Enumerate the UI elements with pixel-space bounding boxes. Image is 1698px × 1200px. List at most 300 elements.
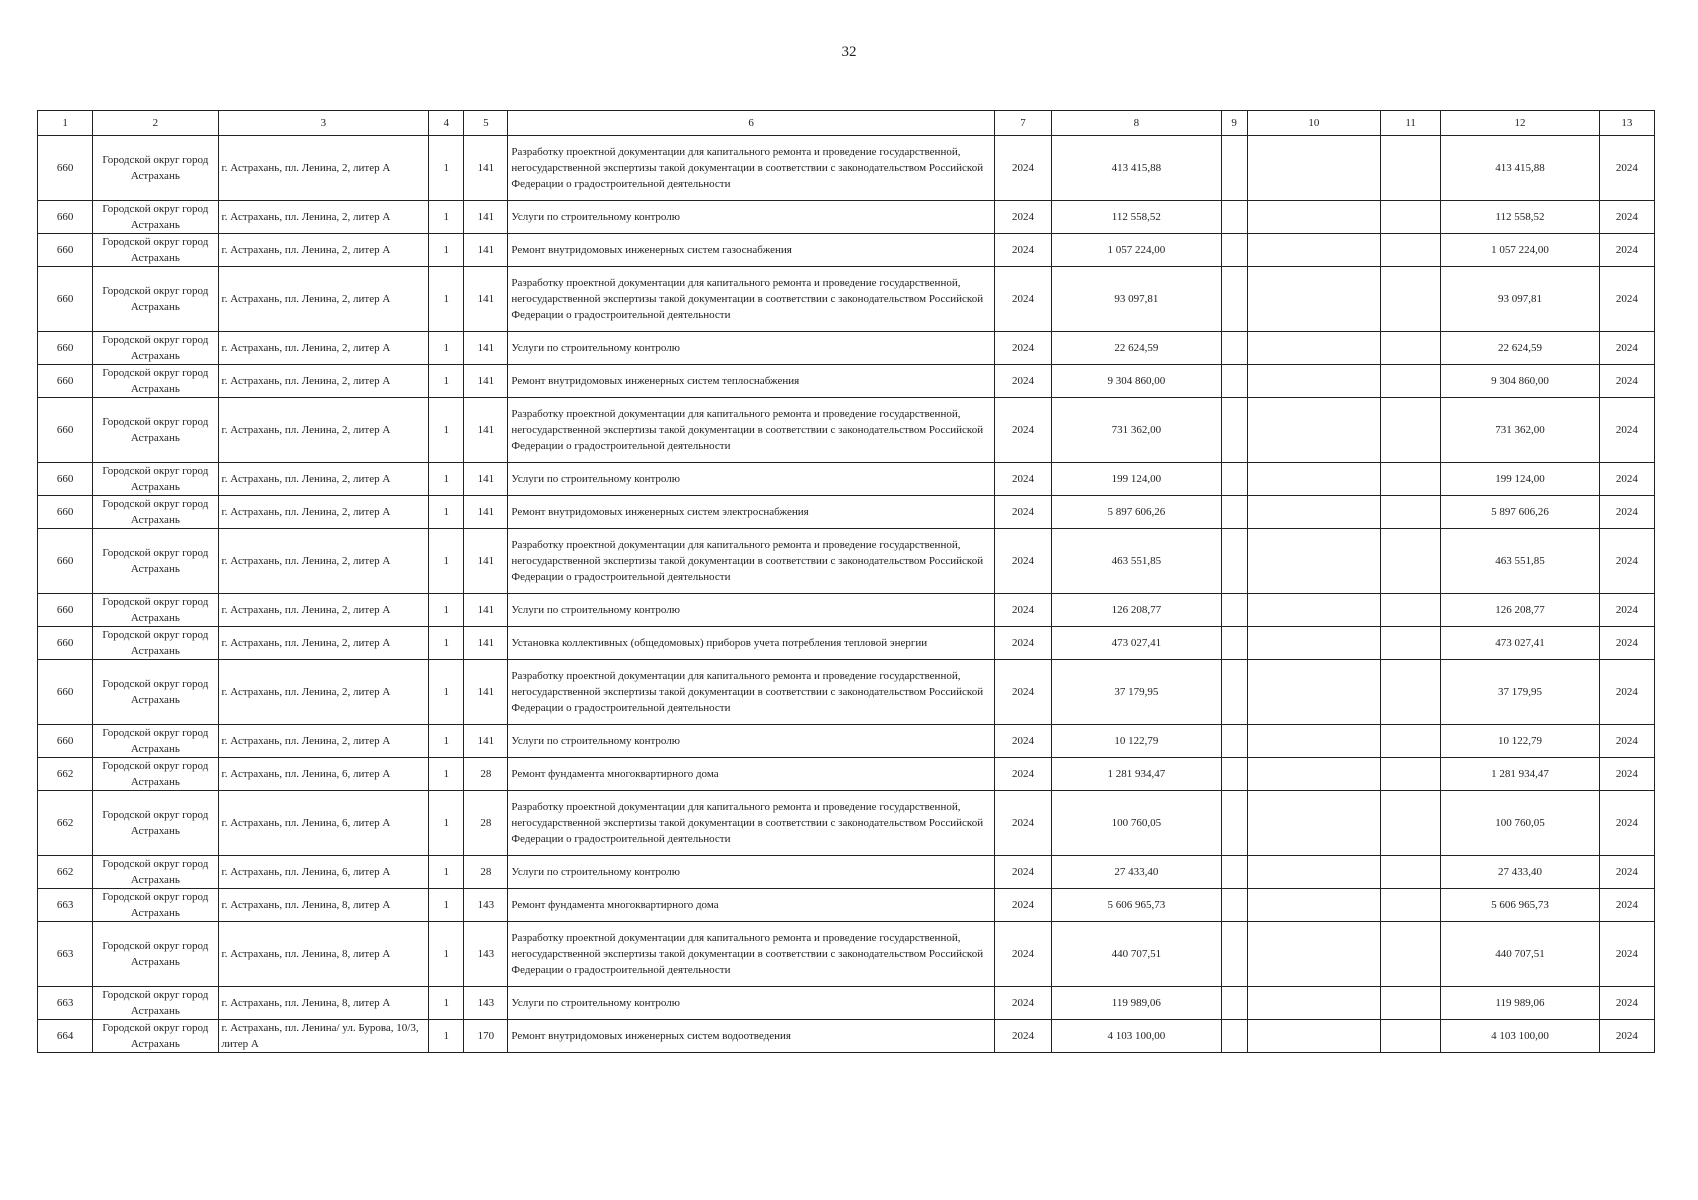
cell-address: г. Астрахань, пл. Ленина, 2, литер А [218, 496, 429, 529]
cell-municipality: Городской округ город Астрахань [93, 856, 218, 889]
table-row [38, 201, 1655, 234]
repair-program-table [37, 110, 1655, 1053]
cell-col5: 143 [464, 889, 508, 922]
table-row [38, 332, 1655, 365]
column-header: 6 [508, 111, 995, 136]
cell-col10 [1247, 529, 1380, 594]
cell-address: г. Астрахань, пл. Ленина, 2, литер А [218, 660, 429, 725]
table-row [38, 627, 1655, 660]
cell-col11 [1381, 136, 1441, 201]
cell-col10 [1247, 332, 1380, 365]
cell-col11 [1381, 987, 1441, 1020]
cell-col5: 141 [464, 725, 508, 758]
cell-col11 [1381, 201, 1441, 234]
cell-year-end: 2024 [1599, 529, 1654, 594]
cell-municipality: Городской округ город Астрахань [93, 922, 218, 987]
cell-col4: 1 [429, 758, 464, 791]
cell-col5: 141 [464, 234, 508, 267]
cell-cost-total: 126 208,77 [1441, 594, 1599, 627]
cell-number: 663 [38, 987, 93, 1020]
cell-address: г. Астрахань, пл. Ленина, 6, литер А [218, 758, 429, 791]
column-header: 7 [994, 111, 1051, 136]
cell-address: г. Астрахань, пл. Ленина, 6, литер А [218, 791, 429, 856]
cell-col5: 141 [464, 496, 508, 529]
cell-cost-total: 5 897 606,26 [1441, 496, 1599, 529]
cell-cost-total: 93 097,81 [1441, 267, 1599, 332]
cell-col4: 1 [429, 660, 464, 725]
cell-municipality: Городской округ город Астрахань [93, 463, 218, 496]
table-row [38, 463, 1655, 496]
cell-address: г. Астрахань, пл. Ленина, 2, литер А [218, 365, 429, 398]
cell-col4: 1 [429, 496, 464, 529]
column-header: 5 [464, 111, 508, 136]
column-header: 11 [1381, 111, 1441, 136]
cell-cost: 440 707,51 [1052, 922, 1222, 987]
cell-col4: 1 [429, 201, 464, 234]
cell-col9 [1221, 267, 1247, 332]
cell-col10 [1247, 267, 1380, 332]
cell-cost: 5 897 606,26 [1052, 496, 1222, 529]
cell-cost: 37 179,95 [1052, 660, 1222, 725]
cell-col10 [1247, 791, 1380, 856]
cell-address: г. Астрахань, пл. Ленина, 6, литер А [218, 856, 429, 889]
cell-col10 [1247, 365, 1380, 398]
cell-year-end: 2024 [1599, 725, 1654, 758]
cell-col5: 141 [464, 627, 508, 660]
cell-address: г. Астрахань, пл. Ленина, 2, литер А [218, 594, 429, 627]
column-header: 12 [1441, 111, 1599, 136]
cell-number: 660 [38, 332, 93, 365]
cell-col5: 141 [464, 267, 508, 332]
cell-work-type: Разработку проектной документации для капитального ремонта и проведение государственной, негосударственной экспертизы такой документации в соответствии с законодательством Российской Федерации о градостроительной деятельности [508, 267, 995, 332]
column-header: 8 [1052, 111, 1222, 136]
table-row [38, 529, 1655, 594]
cell-col9 [1221, 201, 1247, 234]
cell-municipality: Городской округ город Астрахань [93, 1020, 218, 1053]
cell-year: 2024 [994, 365, 1051, 398]
cell-cost: 731 362,00 [1052, 398, 1222, 463]
cell-col9 [1221, 136, 1247, 201]
table-row [38, 791, 1655, 856]
cell-col11 [1381, 332, 1441, 365]
cell-work-type: Разработку проектной документации для капитального ремонта и проведение государственной, негосударственной экспертизы такой документации в соответствии с законодательством Российской Федерации о градостроительной деятельности [508, 660, 995, 725]
cell-municipality: Городской округ город Астрахань [93, 136, 218, 201]
table-row [38, 365, 1655, 398]
column-header: 9 [1221, 111, 1247, 136]
table-row [38, 987, 1655, 1020]
cell-cost: 463 551,85 [1052, 529, 1222, 594]
cell-col10 [1247, 889, 1380, 922]
cell-work-type: Услуги по строительному контролю [508, 463, 995, 496]
cell-work-type: Ремонт внутридомовых инженерных систем теплоснабжения [508, 365, 995, 398]
cell-cost-total: 9 304 860,00 [1441, 365, 1599, 398]
cell-address: г. Астрахань, пл. Ленина, 8, литер А [218, 987, 429, 1020]
cell-number: 663 [38, 889, 93, 922]
cell-municipality: Городской округ город Астрахань [93, 332, 218, 365]
cell-number: 660 [38, 136, 93, 201]
cell-year-end: 2024 [1599, 496, 1654, 529]
cell-work-type: Разработку проектной документации для капитального ремонта и проведение государственной, негосударственной экспертизы такой документации в соответствии с законодательством Российской Федерации о градостроительной деятельности [508, 529, 995, 594]
cell-col10 [1247, 856, 1380, 889]
cell-year: 2024 [994, 332, 1051, 365]
cell-cost-total: 22 624,59 [1441, 332, 1599, 365]
cell-col9 [1221, 627, 1247, 660]
cell-cost-total: 199 124,00 [1441, 463, 1599, 496]
cell-col9 [1221, 889, 1247, 922]
cell-municipality: Городской округ город Астрахань [93, 365, 218, 398]
cell-number: 660 [38, 365, 93, 398]
cell-col4: 1 [429, 136, 464, 201]
cell-cost: 119 989,06 [1052, 987, 1222, 1020]
column-header: 1 [38, 111, 93, 136]
cell-work-type: Установка коллективных (общедомовых) приборов учета потребления тепловой энергии [508, 627, 995, 660]
cell-col5: 141 [464, 332, 508, 365]
cell-number: 660 [38, 398, 93, 463]
cell-col4: 1 [429, 332, 464, 365]
cell-year-end: 2024 [1599, 463, 1654, 496]
table-row [38, 1020, 1655, 1053]
cell-year-end: 2024 [1599, 594, 1654, 627]
cell-municipality: Городской округ город Астрахань [93, 791, 218, 856]
cell-number: 662 [38, 791, 93, 856]
cell-cost-total: 119 989,06 [1441, 987, 1599, 1020]
cell-col11 [1381, 267, 1441, 332]
cell-year: 2024 [994, 267, 1051, 332]
cell-col4: 1 [429, 463, 464, 496]
cell-cost-total: 10 122,79 [1441, 725, 1599, 758]
cell-number: 663 [38, 922, 93, 987]
cell-col9 [1221, 365, 1247, 398]
cell-work-type: Услуги по строительному контролю [508, 856, 995, 889]
cell-year-end: 2024 [1599, 365, 1654, 398]
cell-number: 662 [38, 856, 93, 889]
cell-col10 [1247, 136, 1380, 201]
cell-year-end: 2024 [1599, 627, 1654, 660]
table-row [38, 725, 1655, 758]
cell-cost: 93 097,81 [1052, 267, 1222, 332]
cell-col11 [1381, 856, 1441, 889]
cell-municipality: Городской округ город Астрахань [93, 660, 218, 725]
cell-address: г. Астрахань, пл. Ленина, 2, литер А [218, 463, 429, 496]
cell-cost: 100 760,05 [1052, 791, 1222, 856]
cell-col10 [1247, 594, 1380, 627]
cell-number: 660 [38, 627, 93, 660]
cell-address: г. Астрахань, пл. Ленина, 2, литер А [218, 332, 429, 365]
cell-col11 [1381, 627, 1441, 660]
cell-col11 [1381, 496, 1441, 529]
cell-cost: 473 027,41 [1052, 627, 1222, 660]
cell-year: 2024 [994, 529, 1051, 594]
cell-work-type: Услуги по строительному контролю [508, 594, 995, 627]
cell-col9 [1221, 529, 1247, 594]
cell-municipality: Городской округ город Астрахань [93, 987, 218, 1020]
cell-col10 [1247, 758, 1380, 791]
table-row [38, 136, 1655, 201]
cell-cost: 1 281 934,47 [1052, 758, 1222, 791]
cell-cost: 9 304 860,00 [1052, 365, 1222, 398]
column-header: 13 [1599, 111, 1654, 136]
table-row [38, 398, 1655, 463]
cell-work-type: Разработку проектной документации для капитального ремонта и проведение государственной, негосударственной экспертизы такой документации в соответствии с законодательством Российской Федерации о градостроительной деятельности [508, 922, 995, 987]
cell-col5: 141 [464, 594, 508, 627]
cell-year-end: 2024 [1599, 889, 1654, 922]
cell-col9 [1221, 463, 1247, 496]
cell-year-end: 2024 [1599, 234, 1654, 267]
cell-municipality: Городской округ город Астрахань [93, 398, 218, 463]
header-row [38, 111, 1655, 136]
cell-cost-total: 1 281 934,47 [1441, 758, 1599, 791]
cell-col4: 1 [429, 922, 464, 987]
cell-col4: 1 [429, 791, 464, 856]
cell-year-end: 2024 [1599, 1020, 1654, 1053]
cell-col10 [1247, 234, 1380, 267]
cell-cost-total: 112 558,52 [1441, 201, 1599, 234]
cell-col5: 170 [464, 1020, 508, 1053]
cell-cost: 126 208,77 [1052, 594, 1222, 627]
column-header: 10 [1247, 111, 1380, 136]
cell-cost: 112 558,52 [1052, 201, 1222, 234]
cell-col11 [1381, 398, 1441, 463]
cell-cost: 27 433,40 [1052, 856, 1222, 889]
cell-col9 [1221, 496, 1247, 529]
cell-col11 [1381, 529, 1441, 594]
cell-col11 [1381, 725, 1441, 758]
cell-cost: 22 624,59 [1052, 332, 1222, 365]
cell-address: г. Астрахань, пл. Ленина/ ул. Бурова, 10/3, литер А [218, 1020, 429, 1053]
cell-year: 2024 [994, 856, 1051, 889]
cell-col5: 141 [464, 529, 508, 594]
cell-address: г. Астрахань, пл. Ленина, 2, литер А [218, 725, 429, 758]
cell-col9 [1221, 856, 1247, 889]
cell-col9 [1221, 398, 1247, 463]
cell-col9 [1221, 332, 1247, 365]
cell-address: г. Астрахань, пл. Ленина, 8, литер А [218, 922, 429, 987]
cell-work-type: Услуги по строительному контролю [508, 987, 995, 1020]
cell-col4: 1 [429, 856, 464, 889]
cell-col9 [1221, 1020, 1247, 1053]
cell-number: 662 [38, 758, 93, 791]
cell-work-type: Ремонт внутридомовых инженерных систем газоснабжения [508, 234, 995, 267]
table-row [38, 922, 1655, 987]
table-row [38, 267, 1655, 332]
cell-cost: 1 057 224,00 [1052, 234, 1222, 267]
cell-col9 [1221, 758, 1247, 791]
cell-col5: 28 [464, 856, 508, 889]
cell-col4: 1 [429, 889, 464, 922]
cell-work-type: Разработку проектной документации для капитального ремонта и проведение государственной, негосударственной экспертизы такой документации в соответствии с законодательством Российской Федерации о градостроительной деятельности [508, 136, 995, 201]
cell-work-type: Услуги по строительному контролю [508, 332, 995, 365]
cell-year: 2024 [994, 758, 1051, 791]
table-row [38, 758, 1655, 791]
cell-municipality: Городской округ город Астрахань [93, 889, 218, 922]
table-body [38, 136, 1655, 1053]
cell-col5: 141 [464, 398, 508, 463]
cell-col10 [1247, 398, 1380, 463]
cell-year-end: 2024 [1599, 267, 1654, 332]
cell-year: 2024 [994, 1020, 1051, 1053]
cell-year: 2024 [994, 791, 1051, 856]
cell-col5: 143 [464, 987, 508, 1020]
cell-col9 [1221, 725, 1247, 758]
cell-col11 [1381, 365, 1441, 398]
cell-col4: 1 [429, 398, 464, 463]
cell-address: г. Астрахань, пл. Ленина, 2, литер А [218, 529, 429, 594]
cell-col10 [1247, 496, 1380, 529]
cell-cost: 4 103 100,00 [1052, 1020, 1222, 1053]
cell-cost: 5 606 965,73 [1052, 889, 1222, 922]
table-row [38, 594, 1655, 627]
cell-work-type: Ремонт фундамента многоквартирного дома [508, 758, 995, 791]
column-header: 4 [429, 111, 464, 136]
cell-year: 2024 [994, 725, 1051, 758]
cell-col4: 1 [429, 267, 464, 332]
table-row [38, 856, 1655, 889]
cell-address: г. Астрахань, пл. Ленина, 2, литер А [218, 627, 429, 660]
cell-municipality: Городской округ город Астрахань [93, 627, 218, 660]
cell-work-type: Ремонт фундамента многоквартирного дома [508, 889, 995, 922]
cell-col4: 1 [429, 529, 464, 594]
cell-number: 660 [38, 725, 93, 758]
cell-col10 [1247, 463, 1380, 496]
table-row [38, 889, 1655, 922]
cell-municipality: Городской округ город Астрахань [93, 725, 218, 758]
cell-municipality: Городской округ город Астрахань [93, 234, 218, 267]
cell-cost: 10 122,79 [1052, 725, 1222, 758]
cell-col5: 141 [464, 660, 508, 725]
cell-year: 2024 [994, 660, 1051, 725]
cell-col4: 1 [429, 234, 464, 267]
cell-municipality: Городской округ город Астрахань [93, 201, 218, 234]
cell-col5: 28 [464, 791, 508, 856]
cell-col11 [1381, 791, 1441, 856]
column-header: 2 [93, 111, 218, 136]
cell-cost: 413 415,88 [1052, 136, 1222, 201]
cell-col11 [1381, 758, 1441, 791]
cell-year: 2024 [994, 136, 1051, 201]
cell-work-type: Ремонт внутридомовых инженерных систем водоотведения [508, 1020, 995, 1053]
cell-col10 [1247, 725, 1380, 758]
cell-year: 2024 [994, 398, 1051, 463]
cell-col5: 143 [464, 922, 508, 987]
cell-year-end: 2024 [1599, 332, 1654, 365]
cell-col10 [1247, 922, 1380, 987]
cell-col11 [1381, 463, 1441, 496]
cell-year-end: 2024 [1599, 136, 1654, 201]
cell-col5: 141 [464, 463, 508, 496]
cell-address: г. Астрахань, пл. Ленина, 2, литер А [218, 136, 429, 201]
cell-year: 2024 [994, 889, 1051, 922]
cell-year-end: 2024 [1599, 856, 1654, 889]
cell-col11 [1381, 594, 1441, 627]
cell-address: г. Астрахань, пл. Ленина, 2, литер А [218, 234, 429, 267]
cell-col9 [1221, 660, 1247, 725]
cell-col5: 28 [464, 758, 508, 791]
cell-col5: 141 [464, 201, 508, 234]
cell-col10 [1247, 987, 1380, 1020]
cell-municipality: Городской округ город Астрахань [93, 529, 218, 594]
table-row [38, 496, 1655, 529]
cell-year: 2024 [994, 234, 1051, 267]
table-row [38, 234, 1655, 267]
cell-number: 664 [38, 1020, 93, 1053]
cell-col11 [1381, 1020, 1441, 1053]
cell-col4: 1 [429, 627, 464, 660]
cell-col10 [1247, 1020, 1380, 1053]
cell-work-type: Разработку проектной документации для капитального ремонта и проведение государственной, негосударственной экспертизы такой документации в соответствии с законодательством Российской Федерации о градостроительной деятельности [508, 791, 995, 856]
cell-col9 [1221, 594, 1247, 627]
cell-municipality: Городской округ город Астрахань [93, 267, 218, 332]
cell-number: 660 [38, 463, 93, 496]
page-number: 32 [841, 44, 857, 60]
cell-col9 [1221, 922, 1247, 987]
cell-col5: 141 [464, 365, 508, 398]
cell-municipality: Городской округ город Астрахань [93, 594, 218, 627]
cell-col4: 1 [429, 365, 464, 398]
cell-cost-total: 100 760,05 [1441, 791, 1599, 856]
cell-year: 2024 [994, 201, 1051, 234]
cell-col4: 1 [429, 725, 464, 758]
cell-col4: 1 [429, 1020, 464, 1053]
cell-work-type: Услуги по строительному контролю [508, 201, 995, 234]
cell-cost-total: 27 433,40 [1441, 856, 1599, 889]
cell-col5: 141 [464, 136, 508, 201]
cell-work-type: Услуги по строительному контролю [508, 725, 995, 758]
cell-cost-total: 440 707,51 [1441, 922, 1599, 987]
cell-address: г. Астрахань, пл. Ленина, 2, литер А [218, 398, 429, 463]
cell-year-end: 2024 [1599, 987, 1654, 1020]
cell-col11 [1381, 234, 1441, 267]
cell-cost-total: 37 179,95 [1441, 660, 1599, 725]
cell-cost-total: 5 606 965,73 [1441, 889, 1599, 922]
cell-year: 2024 [994, 496, 1051, 529]
cell-col9 [1221, 791, 1247, 856]
cell-col9 [1221, 234, 1247, 267]
column-header: 3 [218, 111, 429, 136]
cell-col9 [1221, 987, 1247, 1020]
cell-year-end: 2024 [1599, 201, 1654, 234]
cell-cost-total: 463 551,85 [1441, 529, 1599, 594]
cell-municipality: Городской округ город Астрахань [93, 496, 218, 529]
cell-cost-total: 473 027,41 [1441, 627, 1599, 660]
cell-number: 660 [38, 660, 93, 725]
cell-address: г. Астрахань, пл. Ленина, 2, литер А [218, 267, 429, 332]
cell-cost-total: 4 103 100,00 [1441, 1020, 1599, 1053]
cell-number: 660 [38, 594, 93, 627]
cell-municipality: Городской округ город Астрахань [93, 758, 218, 791]
cell-address: г. Астрахань, пл. Ленина, 2, литер А [218, 201, 429, 234]
cell-year-end: 2024 [1599, 791, 1654, 856]
cell-year: 2024 [994, 627, 1051, 660]
cell-year: 2024 [994, 987, 1051, 1020]
cell-year: 2024 [994, 594, 1051, 627]
cell-number: 660 [38, 529, 93, 594]
cell-cost-total: 413 415,88 [1441, 136, 1599, 201]
cell-year-end: 2024 [1599, 758, 1654, 791]
cell-col10 [1247, 660, 1380, 725]
cell-work-type: Ремонт внутридомовых инженерных систем электроснабжения [508, 496, 995, 529]
cell-cost-total: 1 057 224,00 [1441, 234, 1599, 267]
cell-col10 [1247, 201, 1380, 234]
cell-year-end: 2024 [1599, 660, 1654, 725]
cell-year-end: 2024 [1599, 922, 1654, 987]
cell-col4: 1 [429, 987, 464, 1020]
cell-address: г. Астрахань, пл. Ленина, 8, литер А [218, 889, 429, 922]
cell-number: 660 [38, 267, 93, 332]
table-row [38, 660, 1655, 725]
cell-cost-total: 731 362,00 [1441, 398, 1599, 463]
cell-col11 [1381, 889, 1441, 922]
cell-col10 [1247, 627, 1380, 660]
